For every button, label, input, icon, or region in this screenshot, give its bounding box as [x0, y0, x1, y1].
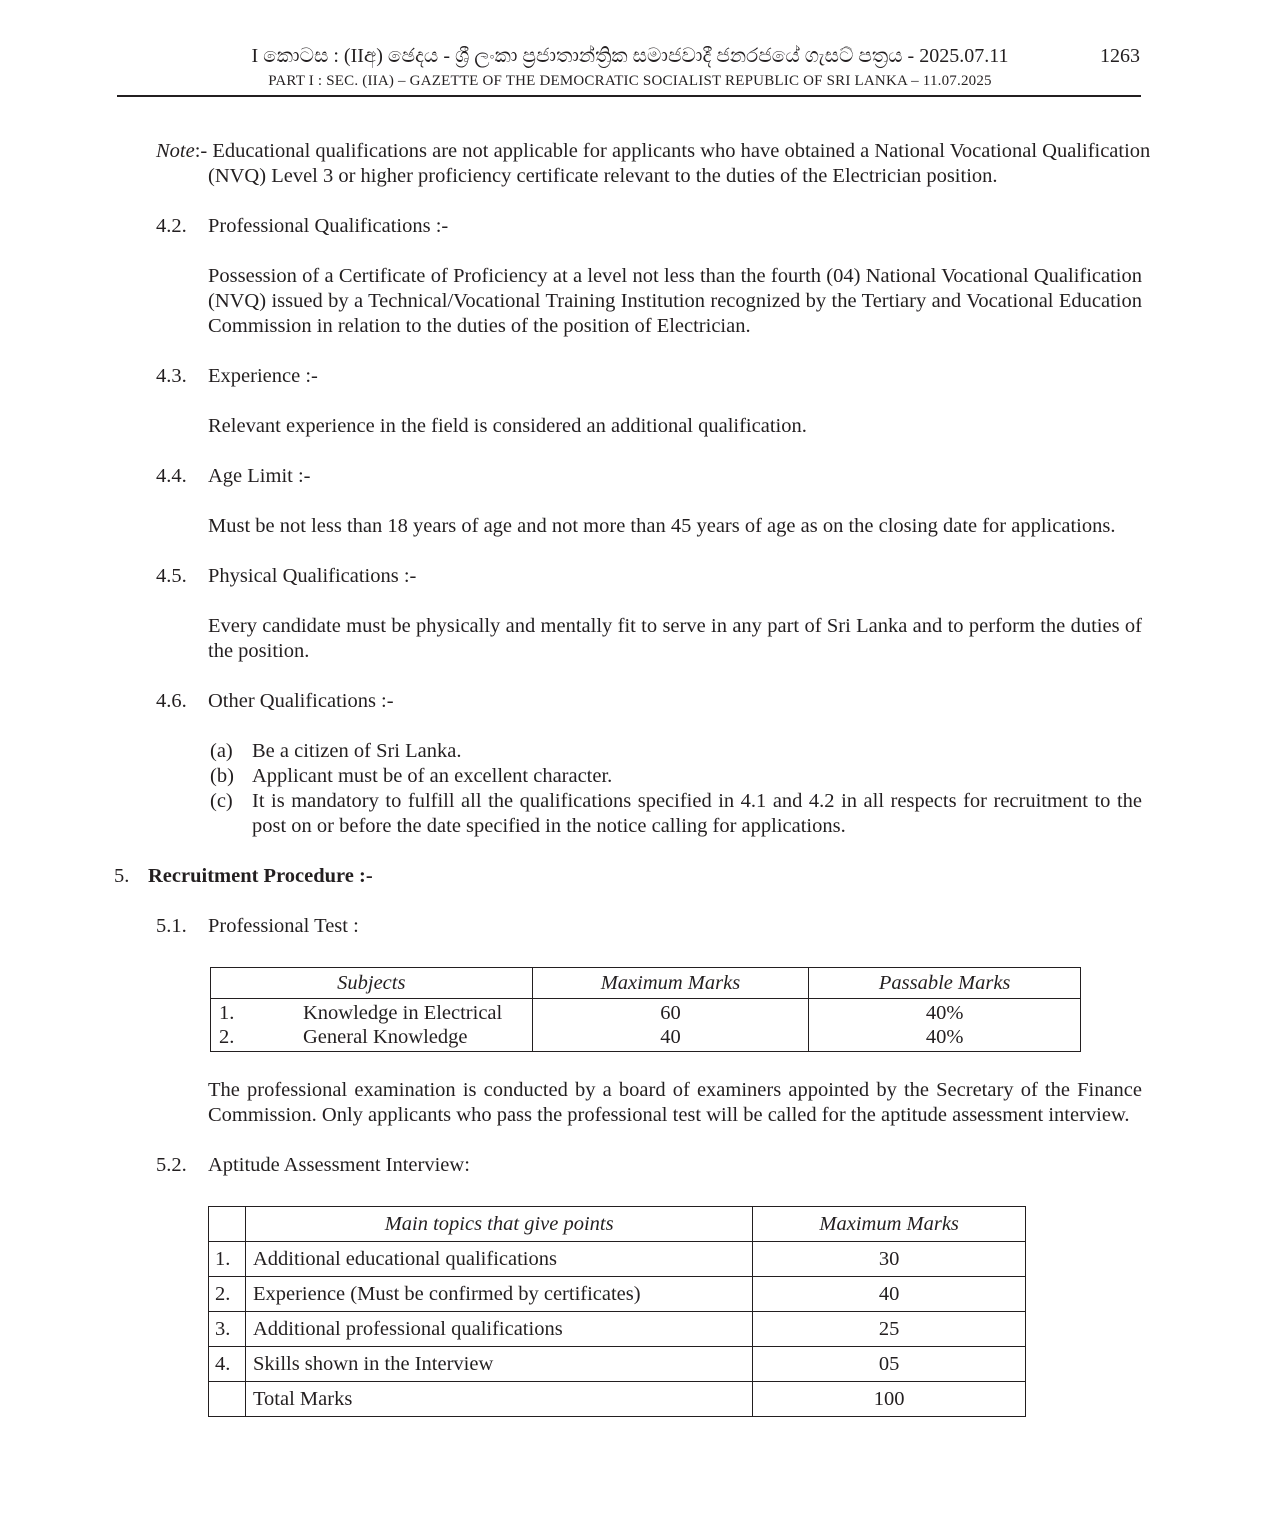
header-main-topics: Main topics that give points: [245, 1207, 752, 1242]
list-item-c-text: It is mandatory to fulfill all the qualifications specified in 4.1 and 4.2 in all respects for recruitment to the post on or before the date specified in the notice calling for applications.: [252, 790, 1142, 837]
list-item-b-label: (b): [210, 765, 234, 787]
professional-test-table: [210, 967, 1081, 1052]
header-passable-marks: Passable Marks: [809, 968, 1081, 999]
section-5-title: Recruitment Procedure :-: [148, 865, 373, 887]
topic-cell: Additional educational qualifications: [245, 1242, 752, 1277]
header-maximum-marks: Maximum Marks: [532, 968, 809, 999]
header-number: [209, 1207, 246, 1242]
table-row: [211, 999, 1081, 1026]
total-number-cell: [209, 1382, 246, 1417]
section-4-3-body: Relevant experience in the field is considered an additional qualification.: [208, 415, 807, 437]
subject-name: General Knowledge: [303, 1026, 468, 1048]
max-marks-cell: 30: [753, 1242, 1026, 1277]
max-marks-cell: 05: [753, 1347, 1026, 1382]
section-4-3-title: Experience :-: [208, 365, 318, 387]
gazette-sinhala-title: I කොටස : (IIඅ) ඡෙදය - ශ්‍රී ලංකා ප්‍රජාතාන්ත්‍රික සමාජවාදී ජනරජයේ ගැසට් පත්‍රය - 2025.07.11: [251, 45, 1009, 67]
section-4-2-number: 4.2.: [156, 215, 187, 237]
pass-marks-cell: 40%: [809, 999, 1081, 1026]
max-marks-cell: 40: [532, 1025, 809, 1052]
list-item-c-label: (c): [210, 790, 233, 812]
topic-cell: Additional professional qualifications: [245, 1312, 752, 1347]
subject-cell: [211, 1025, 533, 1052]
table-row: [211, 1025, 1081, 1052]
section-4-6-number: 4.6.: [156, 690, 187, 712]
section-4-6-title: Other Qualifications :-: [208, 690, 394, 712]
row-number: 1.: [209, 1242, 246, 1277]
section-4-4-body: Must be not less than 18 years of age and not more than 45 years of age as on the closing date for applications.: [208, 515, 1116, 537]
row-number: 1.: [219, 1002, 235, 1024]
row-number: 4.: [209, 1347, 246, 1382]
note-text-first: :- Educational qualifications are not applicable for applicants who have obtained a National Vocational Qualification: [194, 140, 1151, 162]
note-text-second: (NVQ) Level 3 or higher proficiency certificate relevant to the duties of the Electrician position.: [208, 165, 998, 187]
subject-cell: [211, 999, 533, 1026]
section-5-2-title: Aptitude Assessment Interview:: [208, 1154, 470, 1176]
section-4-3-number: 4.3.: [156, 365, 187, 387]
header-rule: [117, 95, 1141, 97]
total-value: 100: [753, 1382, 1026, 1417]
section-5-2-number: 5.2.: [156, 1154, 187, 1176]
row-number: 2.: [219, 1026, 235, 1048]
subject-name: Knowledge in Electrical: [303, 1002, 503, 1024]
table-row: [209, 1312, 1026, 1347]
max-marks-cell: 40: [753, 1277, 1026, 1312]
row-number: 3.: [209, 1312, 246, 1347]
header-subjects: Subjects: [211, 968, 533, 999]
max-marks-cell: 60: [532, 999, 809, 1026]
total-row: [209, 1382, 1026, 1417]
table-header-row: [211, 968, 1081, 999]
row-number: 2.: [209, 1277, 246, 1312]
section-5-1-title: Professional Test :: [208, 915, 359, 937]
total-label: Total Marks: [245, 1382, 752, 1417]
list-item-a-text: Be a citizen of Sri Lanka.: [252, 740, 462, 762]
topic-cell: Experience (Must be confirmed by certificates): [245, 1277, 752, 1312]
note-line-1: [156, 139, 1150, 164]
table-row: [209, 1347, 1026, 1382]
table-row: [209, 1242, 1026, 1277]
table-row: [209, 1277, 1026, 1312]
page-number: 1263: [1100, 45, 1140, 67]
list-item-a-label: (a): [210, 740, 233, 762]
interview-marks-table: [208, 1206, 1026, 1417]
section-4-5-body: Every candidate must be physically and mentally fit to serve in any part of Sri Lanka and to perform the duties of the position.: [208, 615, 1142, 662]
section-4-2-title: Professional Qualifications :-: [208, 215, 449, 237]
table-header-row: [209, 1207, 1026, 1242]
section-4-4-number: 4.4.: [156, 465, 187, 487]
section-5-1-body: The professional examination is conducted by a board of examiners appointed by the Secretary of the Finance Commission. Only applicants who pass the professional test will be called for the aptitude assessment interview.: [208, 1079, 1142, 1126]
pass-marks-cell: 40%: [809, 1025, 1081, 1052]
max-marks-cell: 25: [753, 1312, 1026, 1347]
header-maximum-marks: Maximum Marks: [753, 1207, 1026, 1242]
section-4-4-title: Age Limit :-: [208, 465, 311, 487]
gazette-english-title: PART I : SEC. (IIA) – GAZETTE OF THE DEMOCRATIC SOCIALIST REPUBLIC OF SRI LANKA – 11.07.2025: [268, 73, 992, 89]
section-5-1-number: 5.1.: [156, 915, 187, 937]
section-4-5-number: 4.5.: [156, 565, 187, 587]
section-4-2-body: Possession of a Certificate of Proficiency at a level not less than the fourth (04) National Vocational Qualification (NVQ) issued by a Technical/Vocational Training Institution recognized by the Tertiary and Vocational Education Commission in relation to the duties of the position of Electrician.: [208, 265, 1142, 337]
list-item-b-text: Applicant must be of an excellent character.: [252, 765, 613, 787]
topic-cell: Skills shown in the Interview: [245, 1347, 752, 1382]
section-5-number: 5.: [114, 865, 130, 887]
note-label: Note: [156, 140, 195, 162]
section-4-5-title: Physical Qualifications :-: [208, 565, 417, 587]
